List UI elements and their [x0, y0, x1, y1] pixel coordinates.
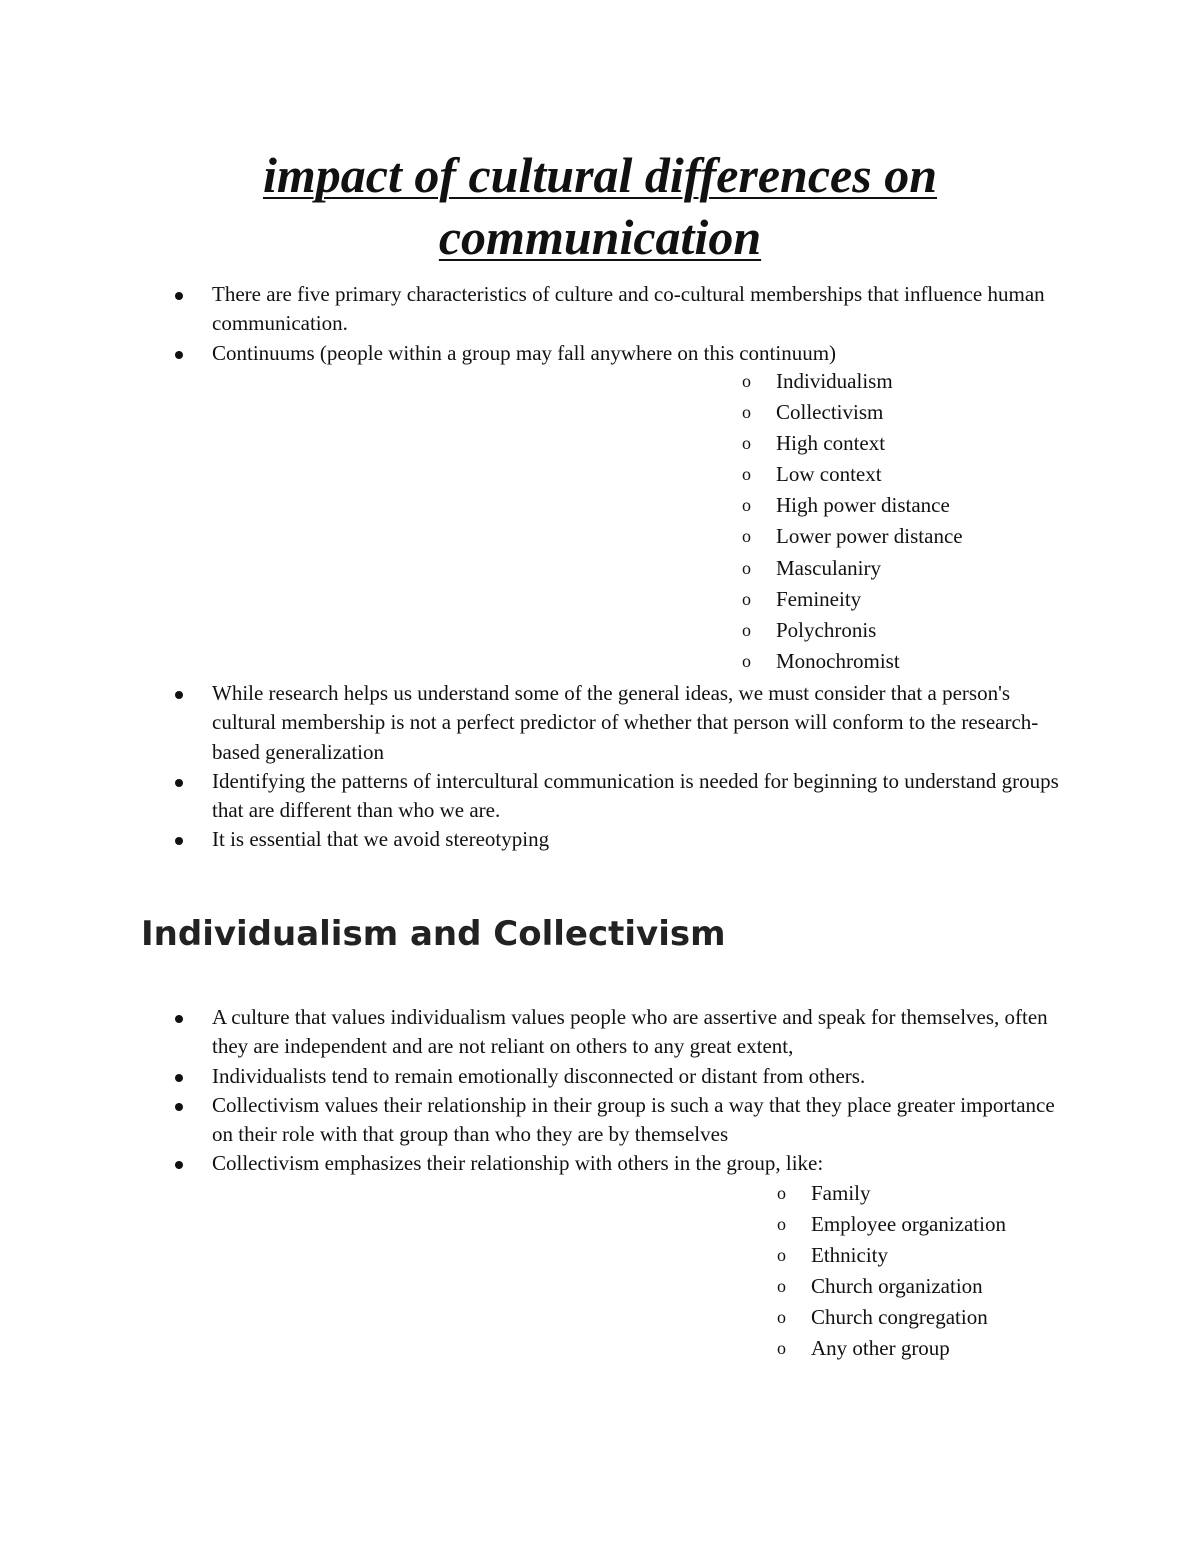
- list-item: o Low context: [742, 459, 963, 490]
- list-item: Continuums (people within a group may fall anywhere on this continuum): [172, 339, 1072, 368]
- list-item: o Femineity: [742, 584, 963, 615]
- list-item: A culture that values individualism values people who are assertive and speak for themselves, often they are independent and are not reliant on others to any great extent,: [172, 1003, 1072, 1062]
- list-item: o Monochromist: [742, 646, 963, 677]
- list-item: o High context: [742, 428, 963, 459]
- list-item: Collectivism emphasizes their relationship with others in the group, like:: [172, 1149, 1072, 1178]
- collectivism-bullet-list: [172, 1003, 1072, 1179]
- list-item: o Employee organization: [777, 1209, 1006, 1240]
- list-item: o Polychronis: [742, 615, 963, 646]
- list-item: There are five primary characteristics of culture and co-cultural memberships that influence human communication.: [172, 280, 1072, 339]
- list-item: o Lower power distance: [742, 521, 963, 552]
- continuum-sublist: [742, 366, 963, 677]
- list-item: o Family: [777, 1178, 1006, 1209]
- list-item: o Collectivism: [742, 397, 963, 428]
- section-heading: Individualism and Collectivism: [141, 914, 726, 954]
- intro-bullet-list: [172, 280, 1072, 368]
- list-item: o Church organization: [777, 1271, 1006, 1302]
- list-item: Identifying the patterns of intercultural communication is needed for beginning to understand groups that are different than who we are.: [172, 767, 1072, 826]
- list-item: o Individualism: [742, 366, 963, 397]
- list-item: Individualists tend to remain emotionally disconnected or distant from others.: [172, 1062, 1072, 1091]
- list-item: o High power distance: [742, 490, 963, 521]
- document-title: impact of cultural differences on communication: [262, 147, 938, 265]
- research-bullet-list: [172, 679, 1072, 855]
- list-item: o Church congregation: [777, 1302, 1006, 1333]
- list-item: It is essential that we avoid stereotyping: [172, 825, 1072, 854]
- list-item: o Ethnicity: [777, 1240, 1006, 1271]
- list-item: While research helps us understand some of the general ideas, we must consider that a person's cultural membership is not a perfect predictor of whether that person will conform to the research-based generalization: [172, 679, 1072, 767]
- group-sublist: [777, 1178, 1006, 1365]
- list-item: Collectivism values their relationship in their group is such a way that they place greater importance on their role with that group than who they are by themselves: [172, 1091, 1072, 1150]
- list-item: o Any other group: [777, 1333, 1006, 1364]
- list-item: o Masculaniry: [742, 553, 963, 584]
